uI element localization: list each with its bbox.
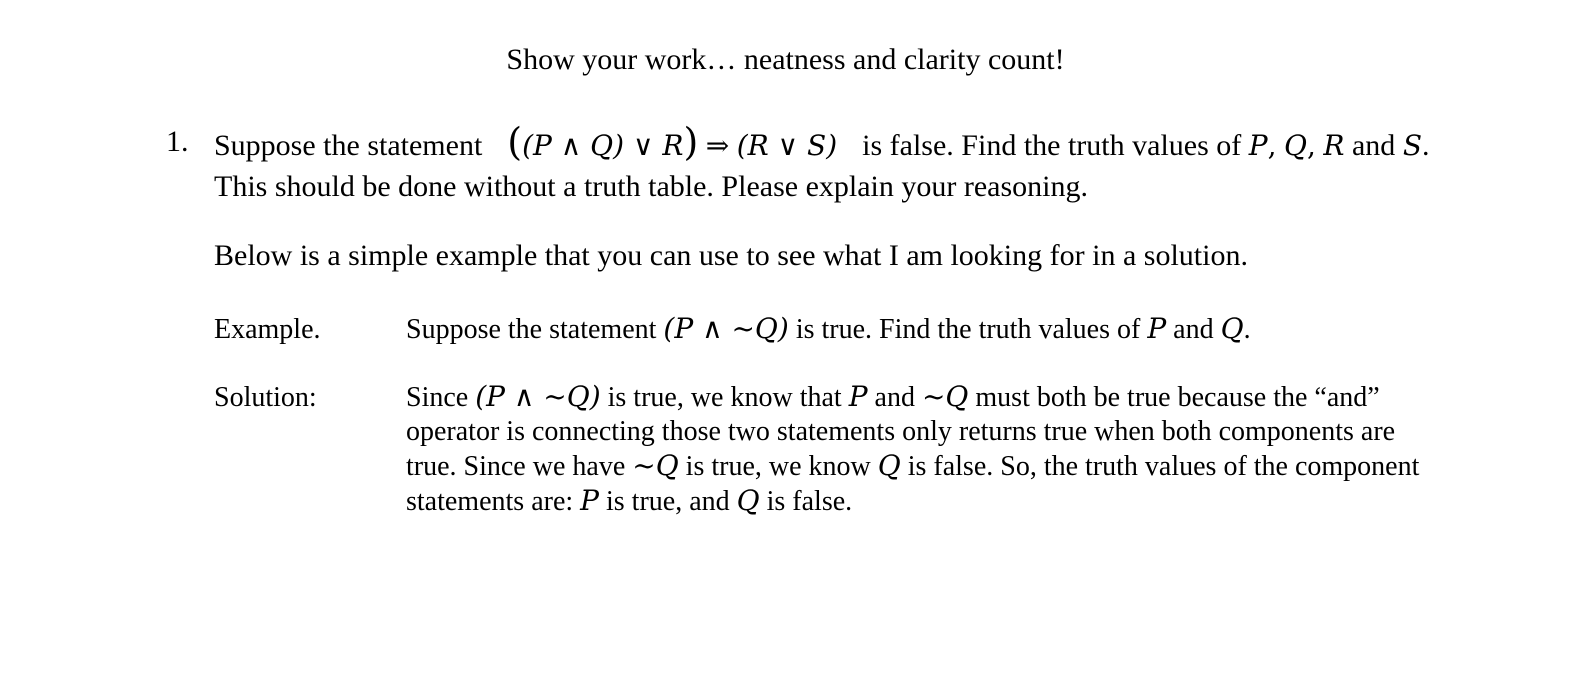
text: is true, and [606,486,730,517]
example-intro: Below is a simple example that you can use to see what I am looking for in a solution. [214,239,1248,272]
example-formula: (P ∧ ~Q) [663,312,789,345]
text: is false. So, the truth values of the component [907,451,1420,482]
var-s: S [1402,129,1422,162]
period: . [1422,129,1430,162]
formula-open-paren: ( [507,120,523,164]
solution-text [406,380,1466,519]
solution-line-3 [406,449,1466,484]
solution-label: Solution: [214,382,317,413]
var-p: P [1147,312,1167,345]
problem-intro-text: Suppose the statement [214,129,483,162]
period: . [1243,314,1251,345]
text: Since [406,382,469,413]
example-pre: Suppose the statement [406,314,657,345]
example-text [406,312,1466,347]
comma: , [1306,129,1316,162]
problem-statement [214,122,1474,207]
var-not-q: ~Q [632,449,679,482]
var-q: Q [877,449,901,482]
text: is true, we know that [607,382,842,413]
var-q: Q [736,484,760,517]
problem-line-1 [214,122,1474,166]
solution-formula: (P ∧ ~Q) [475,380,601,413]
var-q: Q [1220,312,1244,345]
problem-line-2: This should be done without a truth table. Please explain your reasoning. [214,170,1088,203]
var-not-q: ~Q [921,380,969,413]
page-title: Show your work… neatness and clarity count! [506,43,1065,76]
formula-rhs: (R ∨ S) [736,129,838,162]
and-word: and [1173,314,1214,345]
example-post: is true. Find the truth values of [795,314,1141,345]
text: statements are: [406,486,574,517]
problem-number: 1. [166,125,189,158]
var-q: Q [1284,129,1307,162]
formula-close-paren: ) [683,120,699,164]
text: true. Since we have [406,451,626,482]
var-p: P [1248,129,1268,162]
example-label: Example. [214,314,321,345]
text: is false. [766,486,853,517]
problem-mid-text: is false. Find the truth values of [862,129,1242,162]
var-p: P [580,484,599,517]
solution-line-1 [406,380,1466,415]
text: must both be true because the “and” [975,382,1380,413]
solution-line-2: operator is connecting those two statements only returns true when both components are [406,416,1396,447]
text: and [874,382,915,413]
var-r: R [1323,129,1345,162]
comma: , [1267,129,1277,162]
implies-symbol: ⇒ [705,129,730,162]
var-p: P [848,380,868,413]
text: is true, we know [685,451,871,482]
solution-line-4 [406,484,1466,519]
formula-inner: (P ∧ Q) ∨ R [522,129,684,162]
and-word: and [1351,129,1396,162]
